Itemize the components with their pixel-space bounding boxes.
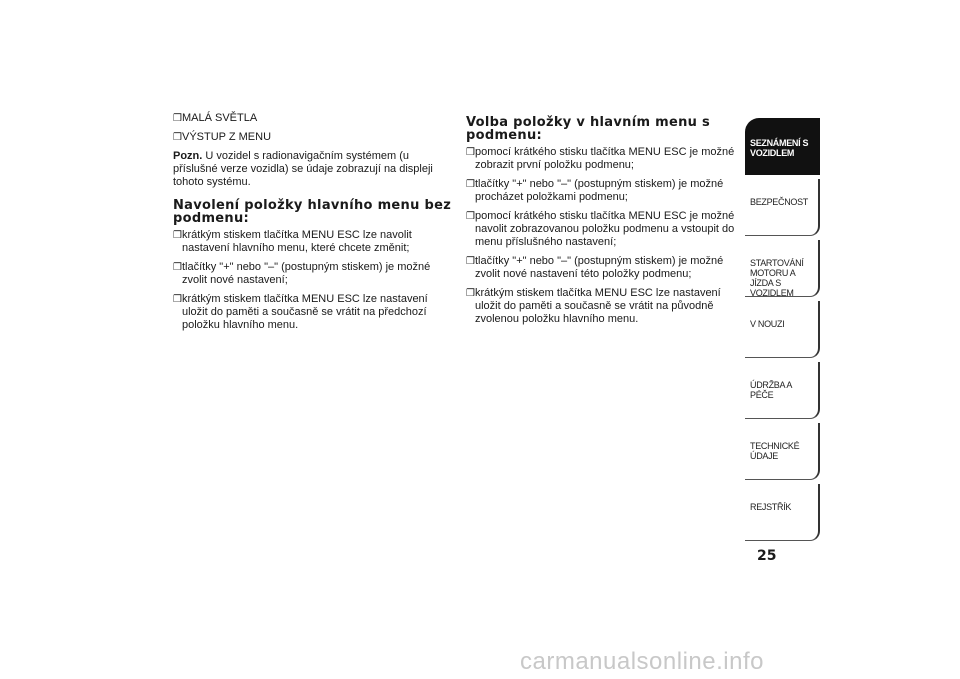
watermark: carmanualsonline.info bbox=[520, 648, 764, 675]
checkbox-bullet-icon: ❒ bbox=[466, 147, 475, 158]
checkbox-bullet-icon: ❒ bbox=[466, 179, 475, 190]
list-item-text: krátkým stiskem tlačítka MENU ESC lze navolit nastavení hlavního menu, které chcete změnit; bbox=[182, 229, 412, 254]
list-item bbox=[173, 293, 453, 332]
list-item-text: krátkým stiskem tlačítka MENU ESC lze nastavení uložit do paměti a současně se vrátit na původně zvolenou položku hlavního menu. bbox=[475, 287, 721, 325]
list-item-text: tlačítky "+" nebo "–" (postupným stiskem) je možné zvolit nové nastavení; bbox=[182, 261, 431, 286]
list-item bbox=[466, 146, 741, 172]
note-paragraph bbox=[173, 150, 453, 189]
tab-udrzba-a-pece[interactable]: ÚDRŽBA A PÉČE bbox=[745, 362, 820, 419]
list-item-text: MALÁ SVĚTLA bbox=[182, 112, 258, 124]
list-item bbox=[173, 112, 453, 125]
section-heading: Volba položky v hlavním menu s podmenu: bbox=[466, 115, 711, 143]
checkbox-bullet-icon: ❒ bbox=[466, 256, 475, 267]
list-item-text: tlačítky "+" nebo "–" (postupným stiskem) je možné procházet položkami podmenu; bbox=[475, 178, 724, 203]
page-number: 25 bbox=[757, 548, 777, 564]
list-item bbox=[466, 255, 741, 281]
checkbox-bullet-icon: ❒ bbox=[466, 211, 475, 222]
list-item bbox=[466, 287, 741, 326]
section-heading: Navolení položky hlavního menu bez podmenu: bbox=[173, 198, 452, 226]
list-item bbox=[173, 131, 453, 144]
checkbox-bullet-icon: ❒ bbox=[173, 113, 182, 124]
chapter-tabs bbox=[745, 118, 820, 545]
checkbox-bullet-icon: ❒ bbox=[466, 288, 475, 299]
tab-rejstrik[interactable]: REJSTŘÍK bbox=[745, 484, 820, 541]
checkbox-bullet-icon: ❒ bbox=[173, 262, 182, 273]
note-text: U vozidel s radionavigačním systémem (u příslušné verze vozidla) se údaje zobrazují na displeji tohoto systému. bbox=[173, 150, 433, 188]
tab-bezpecnost[interactable]: BEZPEČNOST bbox=[745, 179, 820, 236]
list-item bbox=[466, 210, 741, 249]
list-item-text: krátkým stiskem tlačítka MENU ESC lze nastavení uložit do paměti a současně se vrátit na předchozí položku hlavního menu. bbox=[182, 293, 428, 331]
list-item-text: VÝSTUP Z MENU bbox=[182, 131, 272, 143]
list-item bbox=[466, 178, 741, 204]
tab-seznameni-s-vozidlem[interactable]: SEZNÁMENÍ S VOZIDLEM bbox=[745, 118, 820, 175]
list-item bbox=[173, 229, 453, 255]
list-item-text: pomocí krátkého stisku tlačítka MENU ESC je možné zobrazit první položku podmenu; bbox=[475, 146, 735, 171]
tab-technicke-udaje[interactable]: TECHNICKÉ ÚDAJE bbox=[745, 423, 820, 480]
left-column bbox=[173, 112, 453, 338]
tab-startovani[interactable]: STARTOVÁNÍ MOTORU A JÍZDA S VOZIDLEM bbox=[745, 240, 820, 297]
checkbox-bullet-icon: ❒ bbox=[173, 294, 182, 305]
tab-v-nouzi[interactable]: V NOUZI bbox=[745, 301, 820, 358]
list-item-text: pomocí krátkého stisku tlačítka MENU ESC je možné navolit zobrazovanou položku podmenu a vstoupit do menu příslušného nastavení; bbox=[475, 210, 735, 248]
list-item-text: tlačítky "+" nebo "–" (postupným stiskem) je možné zvolit nové nastavení této položky podmenu; bbox=[475, 255, 724, 280]
checkbox-bullet-icon: ❒ bbox=[173, 230, 182, 241]
right-column bbox=[466, 112, 741, 332]
checkbox-bullet-icon: ❒ bbox=[173, 132, 182, 143]
list-item bbox=[173, 261, 453, 287]
note-label: Pozn. bbox=[173, 150, 203, 162]
